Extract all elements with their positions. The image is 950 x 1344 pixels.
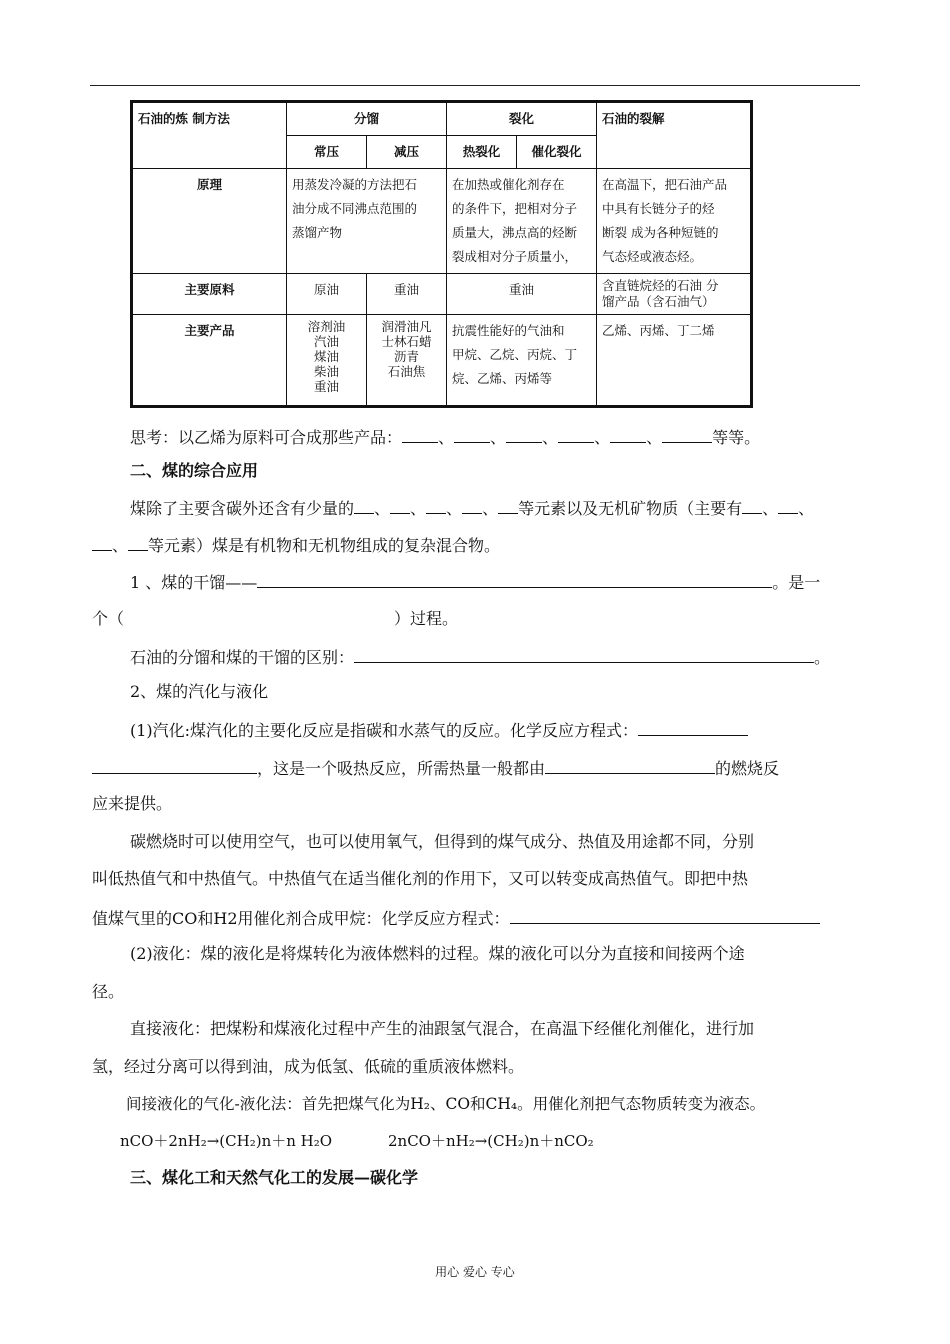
header-method: 石油的炼 制方法 xyxy=(132,102,287,169)
blank[interactable] xyxy=(545,757,715,774)
direct-liquefaction-line1: 直接液化：把煤粉和煤液化过程中产生的油跟氢气混合，在高温下经催化剂催化，进行加 xyxy=(130,1019,755,1038)
gasification-title: 2、煤的汽化与液化 xyxy=(130,682,269,701)
direct-liquefaction-line2: 氢，经过分离可以得到油，成为低氢、低硫的重质液体燃料。 xyxy=(92,1057,525,1076)
header-cuihua: 催化裂化 xyxy=(517,136,597,169)
blank[interactable] xyxy=(390,497,410,514)
blank[interactable] xyxy=(662,426,712,443)
gasification-line2: ，这是一个吸热反应，所需热量一般都由 的燃烧反 xyxy=(92,757,779,779)
equation-1: nCO＋2nH₂→(CH₂)n＋n H₂O xyxy=(120,1132,333,1150)
blank[interactable] xyxy=(498,497,518,514)
liquefaction-line2: 径。 xyxy=(92,982,125,1001)
blank[interactable] xyxy=(558,426,594,443)
indirect-liquefaction: 间接液化的气化-液化法：首先把煤气化为H₂、CO和CH₄。用催化剂把气态物质转变为液态。 xyxy=(126,1095,766,1113)
dry-distillation-line2: 个（ ）过程。 xyxy=(92,609,459,628)
blank[interactable] xyxy=(610,426,646,443)
blank[interactable] xyxy=(462,497,482,514)
header-reliehua: 热裂化 xyxy=(447,136,517,169)
blank[interactable] xyxy=(426,497,446,514)
section-2-heading: 二、煤的综合应用 xyxy=(130,461,259,480)
coal-elements-line1: 煤除了主要含碳外还含有少量的 、 、 、 、 等元素以及无机矿物质（主要有 、 、 xyxy=(130,499,815,518)
difference-line: 石油的分馏和煤的干馏的区别： 。 xyxy=(130,648,831,667)
liquefaction-line1: (2)液化：煤的液化是将煤转化为液体燃料的过程。煤的液化可以分为直接和间接两个途 xyxy=(130,944,745,963)
dry-distillation-line1: 1 、煤的干馏—— 。是一 xyxy=(130,573,821,592)
cell-material-jianya: 重油 xyxy=(367,274,447,315)
blank[interactable] xyxy=(778,497,798,514)
cell-product-liejie: 乙烯、丙烯、丁二烯 xyxy=(597,315,752,407)
blank[interactable] xyxy=(257,571,772,588)
blank[interactable] xyxy=(354,497,374,514)
burn-line2: 叫低热值气和中热值气。中热值气在适当催化剂的作用下，又可以转变成高热值气。即把中热 xyxy=(92,869,749,888)
header-jianya: 减压 xyxy=(367,136,447,169)
equation-2: 2nCO＋nH₂→(CH₂)n＋nCO₂ xyxy=(388,1132,594,1150)
cell-product-jianya: 润滑油凡 士林石蜡 沥青 石油焦 xyxy=(367,315,447,407)
blank[interactable] xyxy=(92,534,112,551)
blank[interactable] xyxy=(506,426,542,443)
cell-principle-liejie: 在高温下，把石油产品 中具有长链分子的烃 断裂 成为各种短链的 气态烃或液态烃。 xyxy=(597,169,752,274)
burn-line3: 值煤气里的CO和H2用催化剂合成甲烷：化学反应方程式： xyxy=(92,907,820,929)
header-liejie: 石油的裂解 xyxy=(597,102,752,169)
petroleum-refining-table xyxy=(130,100,753,408)
blank[interactable] xyxy=(742,497,762,514)
row-label-material: 主要原料 xyxy=(132,274,287,315)
cell-material-changya: 原油 xyxy=(287,274,367,315)
row-label-product: 主要产品 xyxy=(132,315,287,407)
row-label-principle: 原理 xyxy=(132,169,287,274)
gasification-line3: 应来提供。 xyxy=(92,794,173,813)
cell-principle-fenliu: 用蒸发冷凝的方法把石 油分成不同沸点范围的 蒸馏产物 xyxy=(287,169,447,274)
coal-elements-line2: 、 等元素）煤是有机物和无机物组成的复杂混合物。 xyxy=(92,534,500,556)
page-footer: 用心 爱心 专心 xyxy=(435,1265,515,1279)
cell-material-liehua: 重油 xyxy=(447,274,597,315)
blank[interactable] xyxy=(638,719,748,736)
cell-product-liehua: 抗震性能好的气油和 甲烷、乙烷、丙烷、丁 烷、乙烯、丙烯等 xyxy=(447,315,597,407)
cell-principle-liehua: 在加热或催化剂存在 的条件下，把相对分子 质量大，沸点高的烃断 裂成相对分子质量小， xyxy=(447,169,597,274)
cell-product-changya: 溶剂油 汽油 煤油 柴油 重油 xyxy=(287,315,367,407)
header-liehua: 裂化 xyxy=(447,102,597,136)
gasification-line1: (1)汽化:煤汽化的主要化反应是指碳和水蒸气的反应。化学反应方程式： xyxy=(130,719,748,741)
blank[interactable] xyxy=(454,426,490,443)
blank[interactable] xyxy=(402,426,438,443)
header-fenliu: 分馏 xyxy=(287,102,447,136)
cell-material-liejie: 含直链烷烃的石油 分 馏产品（含石油气） xyxy=(597,274,752,315)
blank[interactable] xyxy=(510,907,820,924)
section-3-heading: 三、煤化工和天然气化工的发展—碳化学 xyxy=(130,1168,419,1187)
blank[interactable] xyxy=(354,646,814,663)
blank[interactable] xyxy=(92,757,257,774)
think-question: 思考：以乙烯为原料可合成那些产品： 、 、 、 、 、 等等。 xyxy=(130,428,761,447)
header-changya: 常压 xyxy=(287,136,367,169)
burn-line1: 碳燃烧时可以使用空气，也可以使用氧气，但得到的煤气成分、热值及用途都不同，分别 xyxy=(130,832,755,851)
blank[interactable] xyxy=(128,534,148,551)
header-rule xyxy=(90,85,860,86)
